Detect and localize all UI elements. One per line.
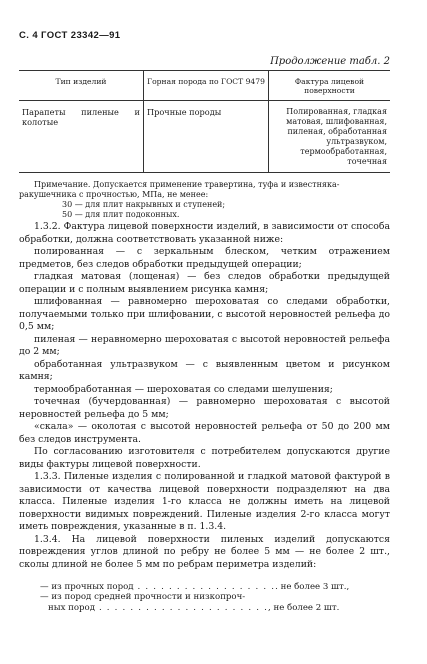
paragraph: шлифованная — равномерно шероховатая со следами обработки, получаемыми только при шлифовании, с высотой неровностей рельефа до 0,5 мм; xyxy=(19,296,390,332)
list-item-label: — из прочных пород xyxy=(40,582,134,592)
table-header-row xyxy=(19,71,390,101)
product-table xyxy=(19,70,390,173)
paragraph: По согласованию изготовителя с потребителем допускаются другие виды фактуры лицевой поверхности. xyxy=(19,446,390,470)
defect-list xyxy=(40,582,390,613)
note-line: 30 — для плит накрывных и ступеней; xyxy=(62,200,226,209)
note-line: Примечание. Допускается применение травертина, туфа и известняка-ракушечника с прочностью, МПа, не менее: xyxy=(19,180,340,199)
table-cell: Полированная, гладкая матовая, шлифованная, пиленая, обработанная ультразвуком, термообработанная, точечная xyxy=(269,101,391,173)
list-item-value: . не более 3 шт., xyxy=(275,582,350,592)
column-header: Фактура лицевой поверхности xyxy=(269,71,391,101)
list-item: ных пород . . . . . . . . . . . . . . . . . . . . . ., не более 2 шт. xyxy=(48,602,340,613)
table-cell: Парапеты пиленые и колотые xyxy=(19,101,144,173)
list-item: — из пород средней прочности и низкопроч- xyxy=(40,592,246,603)
paragraph: 1.3.3. Пиленые изделия с полированной и гладкой матовой фактурой в зависимости от качества лицевой поверхности подразделяют на два класса. Пиленые изделия 1-го класса не должны иметь на лицевой поверхности видимых повреждений. Пиленые изделия 2-го класса могут иметь повреждения, указанные в п. 1.3.4. xyxy=(19,471,390,532)
paragraph: полированная — с зеркальным блеском, четким отражением предметов, без следов обработки предыдущей операции; xyxy=(19,246,390,270)
column-header: Тип изделий xyxy=(19,71,144,101)
paragraph: точечная (бучердованная) — равномерно шероховатая с высотой неровностей рельефа до 5 мм; xyxy=(19,396,390,420)
note-line: 50 — для плит подоконных. xyxy=(62,210,180,219)
paragraph: 1.3.2. Фактура лицевой поверхности изделий, в зависимости от способа обработки, должна соответствовать указанной ниже: xyxy=(19,221,390,245)
paragraph: обработанная ультразвуком — с выявленным цветом и рисунком камня; xyxy=(19,358,390,382)
paragraph: «скала» — околотая с высотой неровностей рельефа от 50 до 200 мм без следов инструмента. xyxy=(19,421,390,445)
paragraph: 1.3.4. На лицевой поверхности пиленых изделий допускаются повреждения углов длиной по ребру не более 5 мм — не более 2 шт., сколы длиной не более 5 мм по ребрам периметра изделий: xyxy=(19,533,390,570)
table-continuation-label: Продолжение табл. 2 xyxy=(270,56,390,67)
body-text xyxy=(19,221,390,571)
column-header: Горная порода по ГОСТ 9479 xyxy=(144,71,269,101)
page-header: С. 4 ГОСТ 23342—91 xyxy=(19,30,121,41)
list-item-label: ных пород xyxy=(48,602,96,613)
paragraph: термообработанная — шероховатая со следами шелушения; xyxy=(34,383,333,395)
table-note xyxy=(19,180,390,220)
paragraph: гладкая матовая (лощеная) — без следов обработки предыдущей операции и с полным выявлением рисунка камня; xyxy=(19,271,390,295)
paragraph: пиленая — неравномерно шероховатая с высотой неровностей рельефа до 2 мм; xyxy=(19,333,390,357)
table-row xyxy=(19,101,390,173)
table-cell: Прочные породы xyxy=(144,101,269,173)
list-item-value: , не более 2 шт. xyxy=(268,602,340,613)
list-item: — из прочных пород . . . . . . . . . . . . . . . . . .. не более 3 шт., xyxy=(40,582,350,592)
